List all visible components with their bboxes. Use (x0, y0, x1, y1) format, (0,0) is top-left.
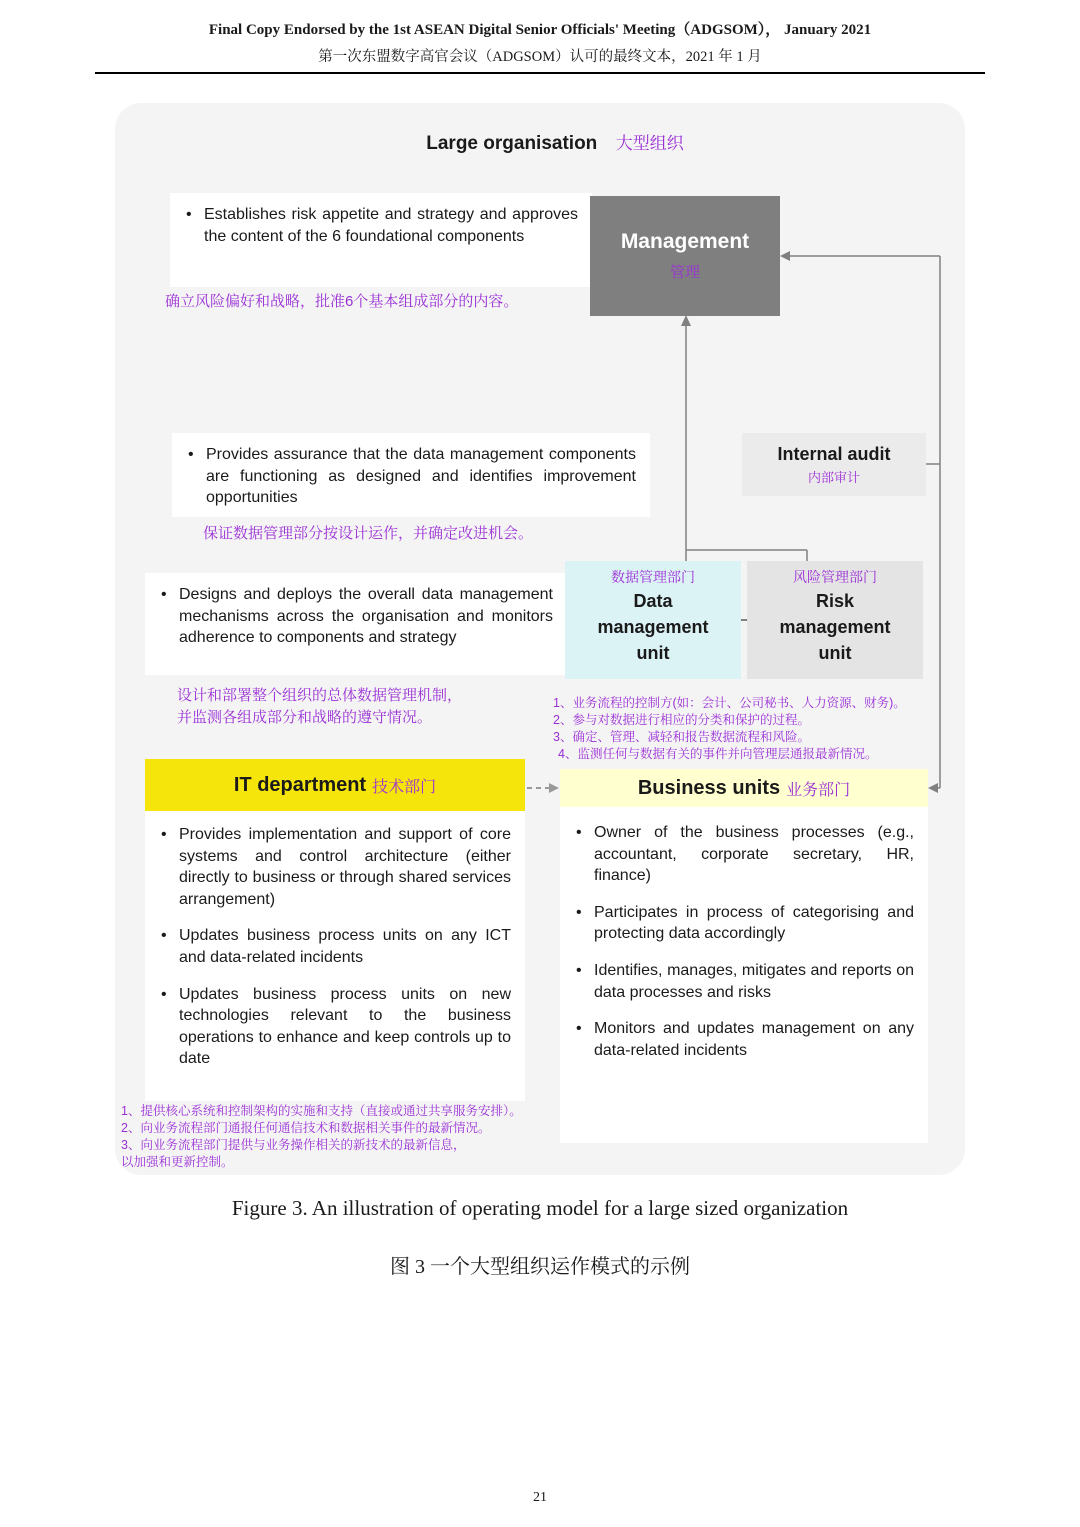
data-unit-role-box (145, 573, 567, 675)
page-header (0, 18, 1080, 66)
page-number: 21 (533, 1490, 547, 1505)
it-bullet-2: Updates business process units on any ICT and data-related incidents (179, 927, 511, 966)
figure-title-english: Large organisation (426, 133, 598, 154)
bullet-dot (161, 824, 179, 846)
figure-title (115, 129, 965, 155)
figure-caption-english: Figure 3. An illustration of operating model for a large sized organization (231, 1196, 849, 1220)
business-bullet-4: Monitors and updates management on any data-related incidents (594, 1020, 914, 1059)
data-management-unit-box (565, 561, 741, 679)
bullet-dot (161, 984, 179, 1006)
management-label: Management (620, 230, 750, 253)
arrowhead-left-management (780, 251, 790, 261)
bullet-item (186, 204, 578, 247)
business-note-4: 4、监测任何与数据有关的事件并向管理层通报最新情况。 (558, 747, 878, 761)
business-units-header (560, 769, 928, 807)
data-unit-note-line2: 并监测各组成部分和战略的遵守情况。 (177, 709, 433, 726)
data-management-unit-label: Data management unit (597, 591, 709, 664)
bullet-dot (576, 902, 594, 924)
bullet-dot (576, 822, 594, 844)
it-note-3: 3、向业务流程部门提供与业务操作相关的新技术的最新信息， (121, 1138, 466, 1152)
business-bullet-1: Owner of the business processes (e.g., accountant, corporate secretary, HR, finance) (594, 824, 914, 885)
figure-caption-chinese: 图 3 一个大型组织运作模式的示例 (390, 1256, 690, 1278)
business-bullet-2: Participates in process of categorising and protecting data accordingly (594, 903, 914, 943)
bullet-dot (576, 960, 594, 982)
it-bullet-1: Provides implementation and support of core systems and control architecture (either directly to business or through shared services arrangement) (179, 826, 511, 908)
audit-role-note-zh: 保证数据管理部分按设计运作，并确定改进机会。 (203, 525, 534, 542)
business-note-3: 3、确定、管理、减轻和报告数据流程和风险。 (553, 730, 810, 744)
it-note-2: 2、向业务流程部门通报任何通信技术和数据相关事件的最新情况。 (121, 1121, 491, 1135)
bullet-item (188, 444, 636, 509)
management-role-text: Establishes risk appetite and strategy and approves the content of the 6 foundational components (204, 206, 578, 245)
bullet-item (576, 822, 914, 887)
audit-role-box (172, 433, 650, 517)
risk-management-unit-box (747, 561, 923, 679)
data-unit-role-text: Designs and deploys the overall data management mechanisms across the organisation and monitors adherence to components and strategy (179, 586, 553, 647)
risk-management-unit-label-zh: 风险管理部门 (793, 569, 877, 585)
it-note-1: 1、提供核心系统和控制架构的实施和支持（直接或通过共享服务安排）。 (121, 1104, 522, 1118)
bullet-item (161, 984, 511, 1070)
it-department-label-zh: 技术部门 (372, 778, 437, 796)
management-label-zh: 管理 (669, 264, 700, 281)
business-units-body (560, 807, 928, 1143)
business-note-1: 1、业务流程的控制方(如：会计、公司秘书、人力资源、财务)。 (553, 696, 906, 710)
arrowhead-left-business-units (928, 783, 938, 793)
it-department-notes-zh (121, 1103, 522, 1171)
figure-operating-model (115, 103, 965, 1175)
business-bullet-3: Identifies, manages, mitigates and reports on data processes and risks (594, 961, 914, 1001)
business-units-label: Business units (637, 776, 781, 799)
bullet-dot (161, 584, 179, 606)
management-role-box (170, 193, 592, 287)
bullet-item (576, 960, 914, 1003)
it-department-body (145, 811, 525, 1101)
bullet-item (161, 824, 511, 910)
bullet-dot (188, 444, 206, 466)
management-role-note-zh: 确立风险偏好和战略，批准6个基本组成部分的内容。 (165, 293, 519, 310)
arrowhead-up-management (681, 315, 691, 326)
internal-audit-label-zh: 内部审计 (807, 469, 860, 485)
figure-title-chinese: 大型组织 (615, 134, 684, 153)
it-department-label: IT department (233, 773, 367, 796)
it-bullet-3: Updates business process units on new technologies relevant to the business operations to enhance and keep controls up to date (179, 985, 511, 1068)
data-unit-role-note-zh (177, 685, 462, 729)
risk-management-unit-label: Risk management unit (779, 591, 891, 664)
bullet-item (576, 1018, 914, 1061)
bullet-item (576, 902, 914, 945)
header-line-english: Final Copy Endorsed by the 1st ASEAN Digital Senior Officials' Meeting（ADGSOM）， January 2021 (208, 22, 872, 38)
business-units-label-zh: 业务部门 (786, 781, 851, 799)
business-unit-notes-zh (553, 695, 906, 763)
bullet-dot (186, 204, 204, 226)
data-unit-note-line1: 设计和部署整个组织的总体数据管理机制， (177, 687, 463, 704)
bullet-item (161, 584, 553, 649)
it-note-4: 以加强和更新控制。 (121, 1155, 234, 1169)
bullet-dot (161, 925, 179, 947)
data-management-unit-label-zh: 数据管理部门 (611, 569, 695, 585)
arrowhead-right-business-units (549, 783, 559, 793)
it-department-header (145, 759, 525, 811)
audit-role-text: Provides assurance that the data management components are functioning as designed and identifies improvement opportunities (206, 446, 636, 507)
internal-audit-box (742, 433, 926, 496)
bullet-dot (576, 1018, 594, 1040)
internal-audit-label: Internal audit (777, 443, 891, 464)
business-note-2: 2、参与对数据进行相应的分类和保护的过程。 (553, 713, 810, 727)
header-divider (95, 72, 985, 74)
management-box (590, 196, 780, 316)
header-line-chinese: 第一次东盟数字高官会议（ADGSOM）认可的最终文本，2021 年 1 月 (318, 49, 762, 65)
bullet-item (161, 925, 511, 968)
